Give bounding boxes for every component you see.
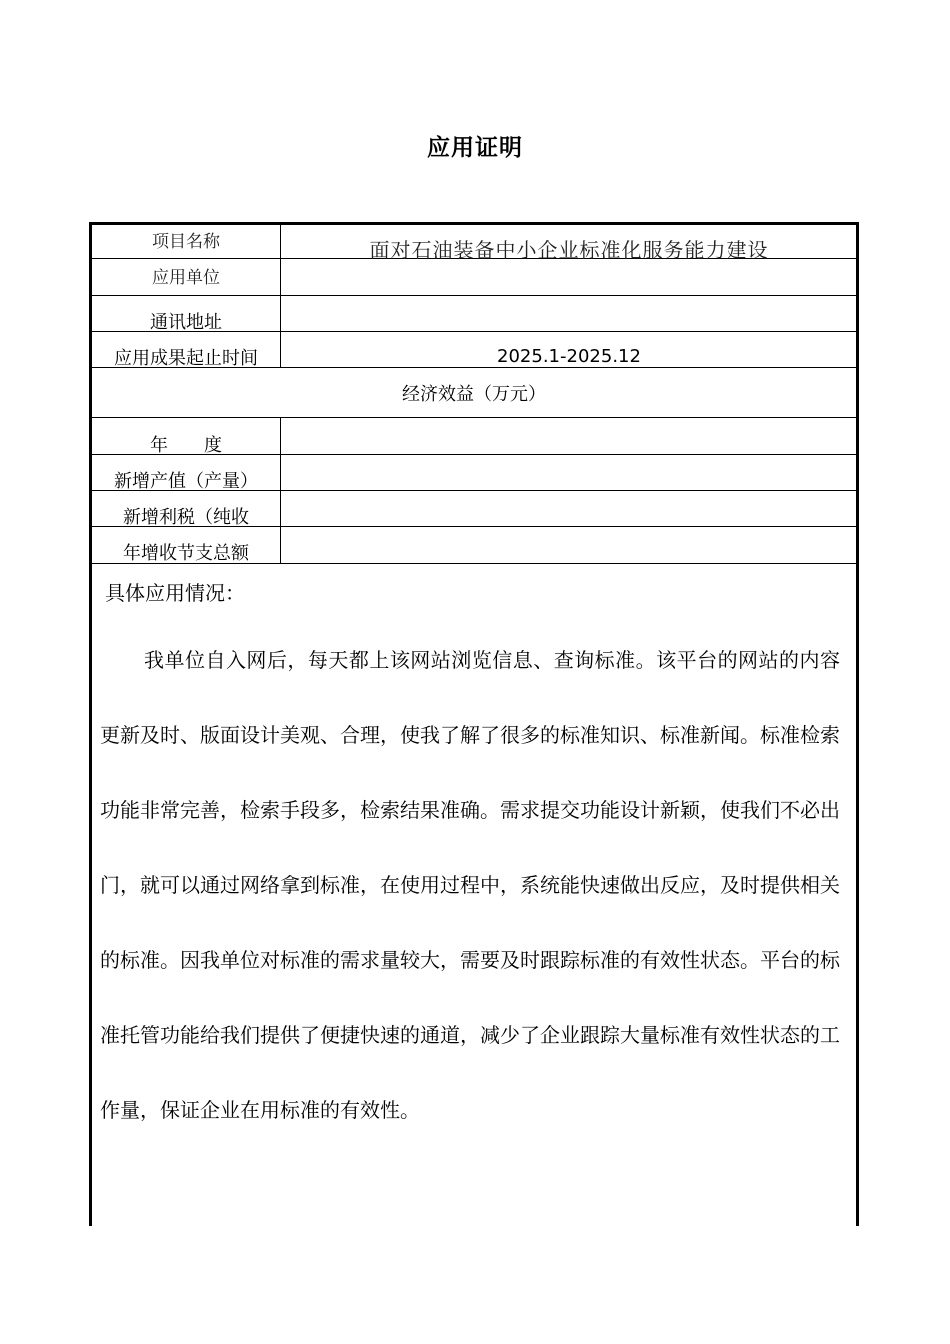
unit-label: 应用单位 <box>152 268 220 288</box>
row-divider <box>92 417 856 418</box>
project-name-label: 项目名称 <box>152 232 220 252</box>
new-output-label: 新增产值（产量） <box>114 471 258 492</box>
usage-heading: 具体应用情况： <box>105 581 245 605</box>
project-name-value: 面对石油装备中小企业标准化服务能力建设 <box>369 239 769 261</box>
year-label: 年 度 <box>150 435 222 456</box>
column-divider <box>280 225 281 367</box>
period-value: 2025.1-2025.12 <box>497 346 641 367</box>
usage-body-text: 我单位自入网后，每天都上该网站浏览信息、查询标准。该平台的网站的内容更新及时、版面设计美观、合理，使我了解了很多的标准知识、标准新闻。标准检索功能非常完善，检索手段多，检索结果准确。需求提交功能设计新颖，使我们不必出门，就可以通过网络拿到标准，在使用过程中，系统能快速做出反应，及时提供相关的标准。因我单位对标准的需求量较大，需要及时跟踪标准的有效性状态。平台的标准托管功能给我们提供了便捷快速的通道，减少了企业跟踪大量标准有效性状态的工作量，保证企业在用标准的有效性。 <box>100 648 840 1122</box>
address-label: 通讯地址 <box>150 312 222 333</box>
economic-benefit-heading: 经济效益（万元） <box>402 384 546 405</box>
application-form-table <box>89 222 859 1226</box>
row-divider <box>92 295 856 296</box>
page-title: 应用证明 <box>427 135 523 161</box>
new-profit-tax-label: 新增利税（纯收 <box>123 507 249 528</box>
column-divider <box>280 417 281 563</box>
annual-savings-label: 年增收节支总额 <box>123 543 249 564</box>
period-label: 应用成果起止时间 <box>114 348 258 369</box>
